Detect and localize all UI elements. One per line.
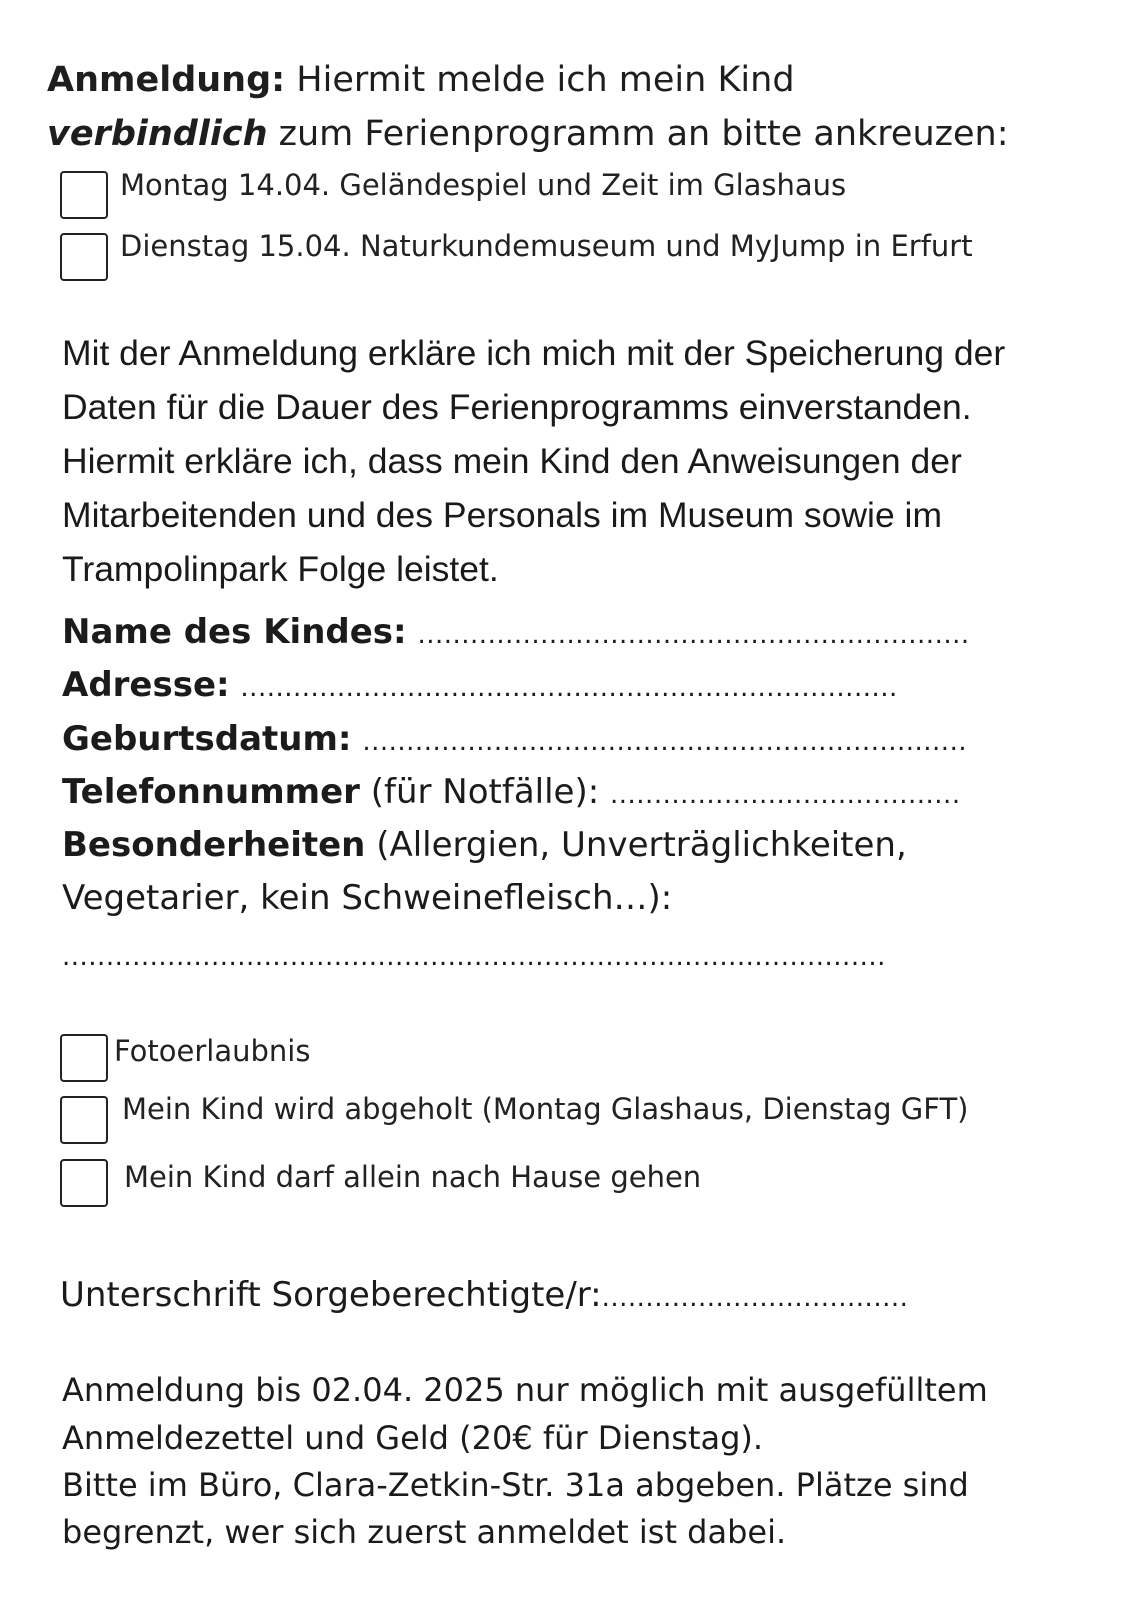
checkbox-monday[interactable] xyxy=(60,171,108,219)
birthdate-line: ..................................................................... xyxy=(362,727,968,757)
intro-emphasis: verbindlich xyxy=(47,114,268,154)
field-birthdate[interactable] xyxy=(62,712,967,769)
checkbox-photo-permission[interactable] xyxy=(60,1034,108,1082)
phone-line: ........................................ xyxy=(610,780,961,810)
note-line-2: Anmeldezettel und Geld (20€ für Dienstag). xyxy=(62,1419,764,1457)
field-special-needs xyxy=(62,818,907,872)
field-address[interactable] xyxy=(62,658,898,715)
child-name-label: Name des Kindes: xyxy=(62,612,407,652)
special-note-1: (Allergien, Unverträglichkeiten, xyxy=(365,825,907,865)
address-label: Adresse: xyxy=(62,665,230,705)
note-line-4: begrenzt, wer sich zuerst anmeldet ist dabei. xyxy=(62,1513,787,1551)
note-line-1: Anmeldung bis 02.04. 2025 nur möglich mit ausgefülltem xyxy=(62,1371,988,1409)
intro-text-1: Hiermit melde ich mein Kind xyxy=(285,60,795,100)
intro-label: Anmeldung: xyxy=(47,60,286,100)
address-line: ........................................................................... xyxy=(240,673,898,703)
checkbox-picked-up[interactable] xyxy=(60,1096,108,1144)
child-name-line: ............................................................... xyxy=(417,620,970,650)
option-picked-up-label: Mein Kind wird abgeholt (Montag Glashaus, Dienstag GFT) xyxy=(122,1092,969,1126)
checkbox-tuesday[interactable] xyxy=(60,233,108,281)
intro-line-2 xyxy=(47,107,1009,161)
option-walk-home-label: Mein Kind darf allein nach Hause gehen xyxy=(124,1160,702,1194)
special-needs-line[interactable]: .............................................................................................. xyxy=(62,942,886,972)
phone-note: (für Notfälle): xyxy=(359,772,610,812)
signature-field[interactable] xyxy=(60,1270,908,1323)
consent-text: Mit der Anmeldung erkläre ich mich mit der Speicherung der Daten für die Dauer des Ferienprogramms einverstanden. Hiermit erkläre ich, dass mein Kind den Anweisungen der Mitarbeitenden und des Personals im Museum sowie im Trampolinpark Folge leistet. xyxy=(62,333,1006,589)
option-tuesday-label: Dienstag 15.04. Naturkundemuseum und MyJump in Erfurt xyxy=(120,229,973,263)
field-child-name[interactable] xyxy=(62,605,970,662)
field-phone[interactable] xyxy=(62,765,961,822)
note-line-3: Bitte im Büro, Clara-Zetkin-Str. 31a abgeben. Plätze sind xyxy=(62,1466,969,1504)
checkbox-walk-home-alone[interactable] xyxy=(60,1159,108,1207)
signature-line: ................................... xyxy=(601,1283,909,1313)
option-monday-label: Montag 14.04. Geländespiel und Zeit im Glashaus xyxy=(120,168,847,202)
special-label: Besonderheiten xyxy=(62,825,366,865)
intro-text-2: zum Ferienprogramm an bitte ankreuzen: xyxy=(267,114,1009,154)
signature-label: Unterschrift Sorgeberechtigte/r: xyxy=(60,1275,602,1315)
intro-line-1 xyxy=(47,53,795,107)
birthdate-label: Geburtsdatum: xyxy=(62,719,352,759)
option-photo-label: Fotoerlaubnis xyxy=(114,1034,311,1068)
special-note-2: Vegetarier, kein Schweinefleisch…): xyxy=(62,878,673,918)
phone-label: Telefonnummer xyxy=(62,772,360,812)
